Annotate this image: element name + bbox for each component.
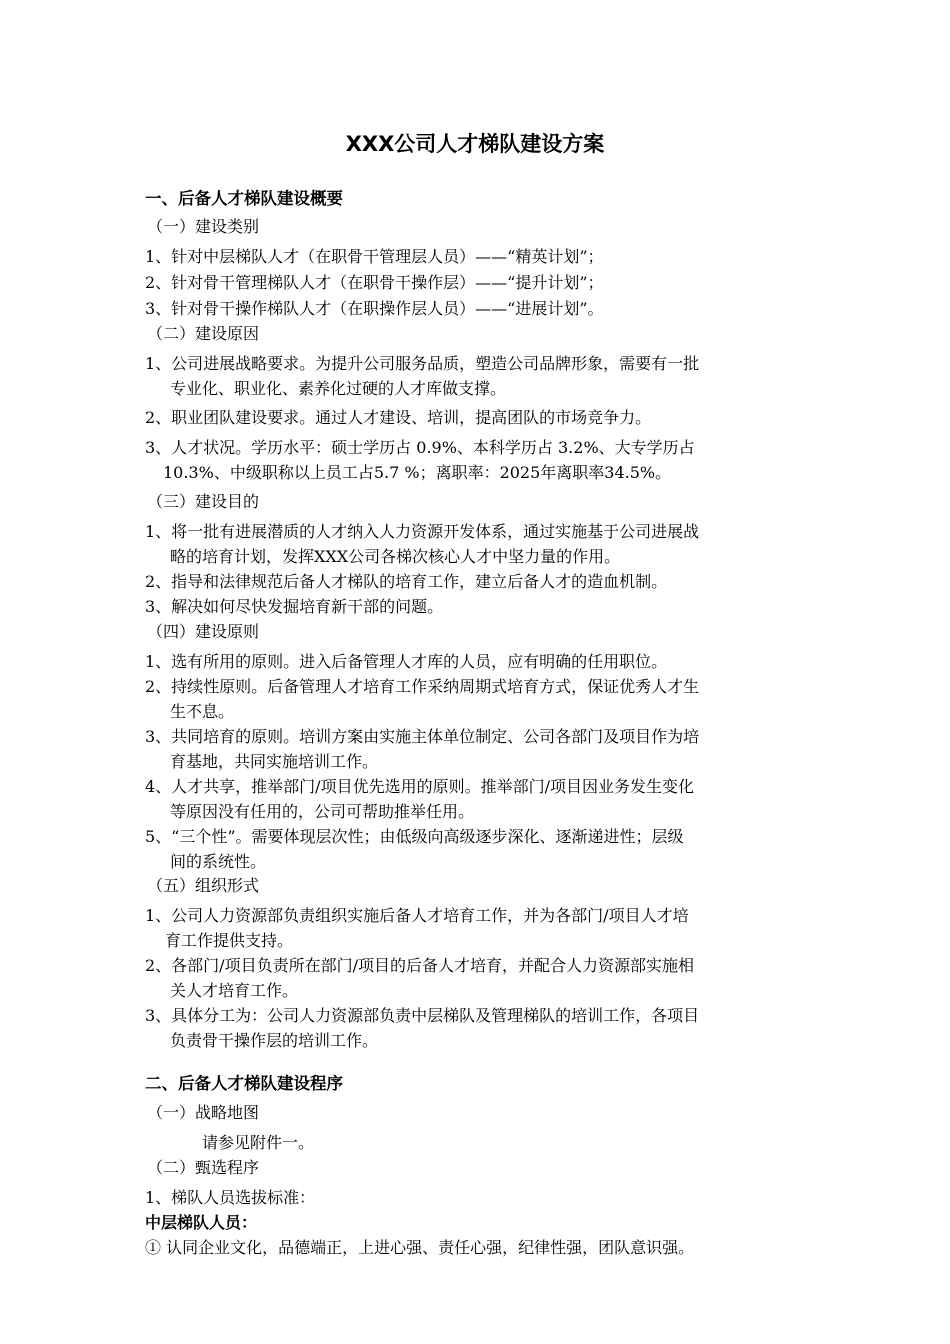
list-item-continuation: 略的培育计划，发挥XXX公司各梯次核心人才中坚力量的作用。: [170, 547, 621, 566]
list-item: 2、职业团队建设要求。通过人才建设、培训，提高团队的市场竞争力。: [145, 408, 652, 427]
section-1-heading: 一、后备人才梯队建设概要: [145, 189, 343, 208]
paragraph: 请参见附件一。: [202, 1133, 315, 1152]
list-item-continuation: 专业化、职业化、素养化过硬的人才库做支撑。: [170, 379, 507, 398]
list-item: 3、共同培育的原则。培训方案由实施主体单位制定、公司各部门及项目作为培: [145, 727, 700, 746]
list-item: 2、持续性原则。后备管理人才培育工作采纳周期式培育方式，保证优秀人才生: [145, 677, 700, 696]
list-item: 1、公司人力资源部负责组织实施后备人才培育工作，并为各部门/项目人才培: [145, 906, 689, 925]
list-item: 3、针对骨干操作梯队人才（在职操作层人员）——“进展计划”。: [145, 299, 604, 318]
list-item: 2、指导和法律规范后备人才梯队的培育工作，建立后备人才的造血机制。: [145, 572, 668, 591]
section-2-heading: 二、后备人才梯队建设程序: [145, 1074, 343, 1093]
list-item-continuation: 育工作提供支持。: [165, 931, 294, 950]
section-2-2-heading: （二）甄选程序: [147, 1158, 260, 1177]
list-item-continuation: 育基地，共同实施培训工作。: [170, 752, 379, 771]
list-item: 2、各部门/项目负责所在部门/项目的后备人才培育，并配合人力资源部实施相: [145, 956, 694, 975]
section-1-5-heading: （五）组织形式: [147, 876, 260, 895]
list-item: 3、解决如何尽快发掘培育新干部的问题。: [145, 597, 444, 616]
list-item: 1、公司进展战略要求。为提升公司服务品质，塑造公司品牌形象，需要有一批: [145, 354, 700, 373]
list-item: 1、选有所用的原则。进入后备管理人才库的人员，应有明确的任用职位。: [145, 652, 668, 671]
list-item: 1、将一批有进展潜质的人才纳入人力资源开发体系，通过实施基于公司进展战: [145, 522, 700, 541]
section-1-2-heading: （二）建设原因: [147, 324, 260, 343]
list-item-continuation: 间的系统性。: [170, 852, 267, 871]
list-item: 3、具体分工为：公司人力资源部负责中层梯队及管理梯队的培训工作，各项目: [145, 1006, 700, 1025]
list-item-continuation: 10.3%、中级职称以上员工占5.7 %；离职率：2025年离职率34.5%。: [163, 463, 672, 482]
list-item: ① 认同企业文化，品德端正，上进心强、责任心强，纪律性强，团队意识强。: [145, 1238, 695, 1257]
section-1-3-heading: （三）建设目的: [147, 492, 260, 511]
list-item-continuation: 等原因没有任用的，公司可帮助推举任用。: [170, 802, 475, 821]
list-item-continuation: 负责骨干操作层的培训工作。: [170, 1031, 379, 1050]
list-item: 4、人才共享，推举部门/项目优先选用的原则。推举部门/项目因业务发生变化: [145, 777, 694, 796]
list-item-continuation: 关人才培育工作。: [170, 981, 299, 1000]
page-title: XXX公司人才梯队建设方案: [345, 132, 605, 156]
list-item-continuation: 生不息。: [170, 702, 235, 721]
subheading: 中层梯队人员：: [145, 1213, 258, 1232]
list-item: 3、人才状况。学历水平：硕士学历占 0.9%、本科学历占 3.2%、大专学历占: [145, 438, 695, 457]
list-item: 1、梯队人员选拔标准：: [145, 1188, 316, 1207]
list-item: 5、“三个性”。需要体现层次性；由低级向高级逐步深化、逐渐递进性；层级: [145, 827, 684, 846]
list-item: 2、针对骨干管理梯队人才（在职骨干操作层）——“提升计划”；: [145, 273, 604, 292]
section-1-1-heading: （一）建设类别: [147, 217, 260, 236]
section-2-1-heading: （一）战略地图: [147, 1103, 260, 1122]
list-item: 1、针对中层梯队人才（在职骨干管理层人员）——“精英计划”；: [145, 247, 604, 266]
section-1-4-heading: （四）建设原则: [147, 622, 260, 641]
